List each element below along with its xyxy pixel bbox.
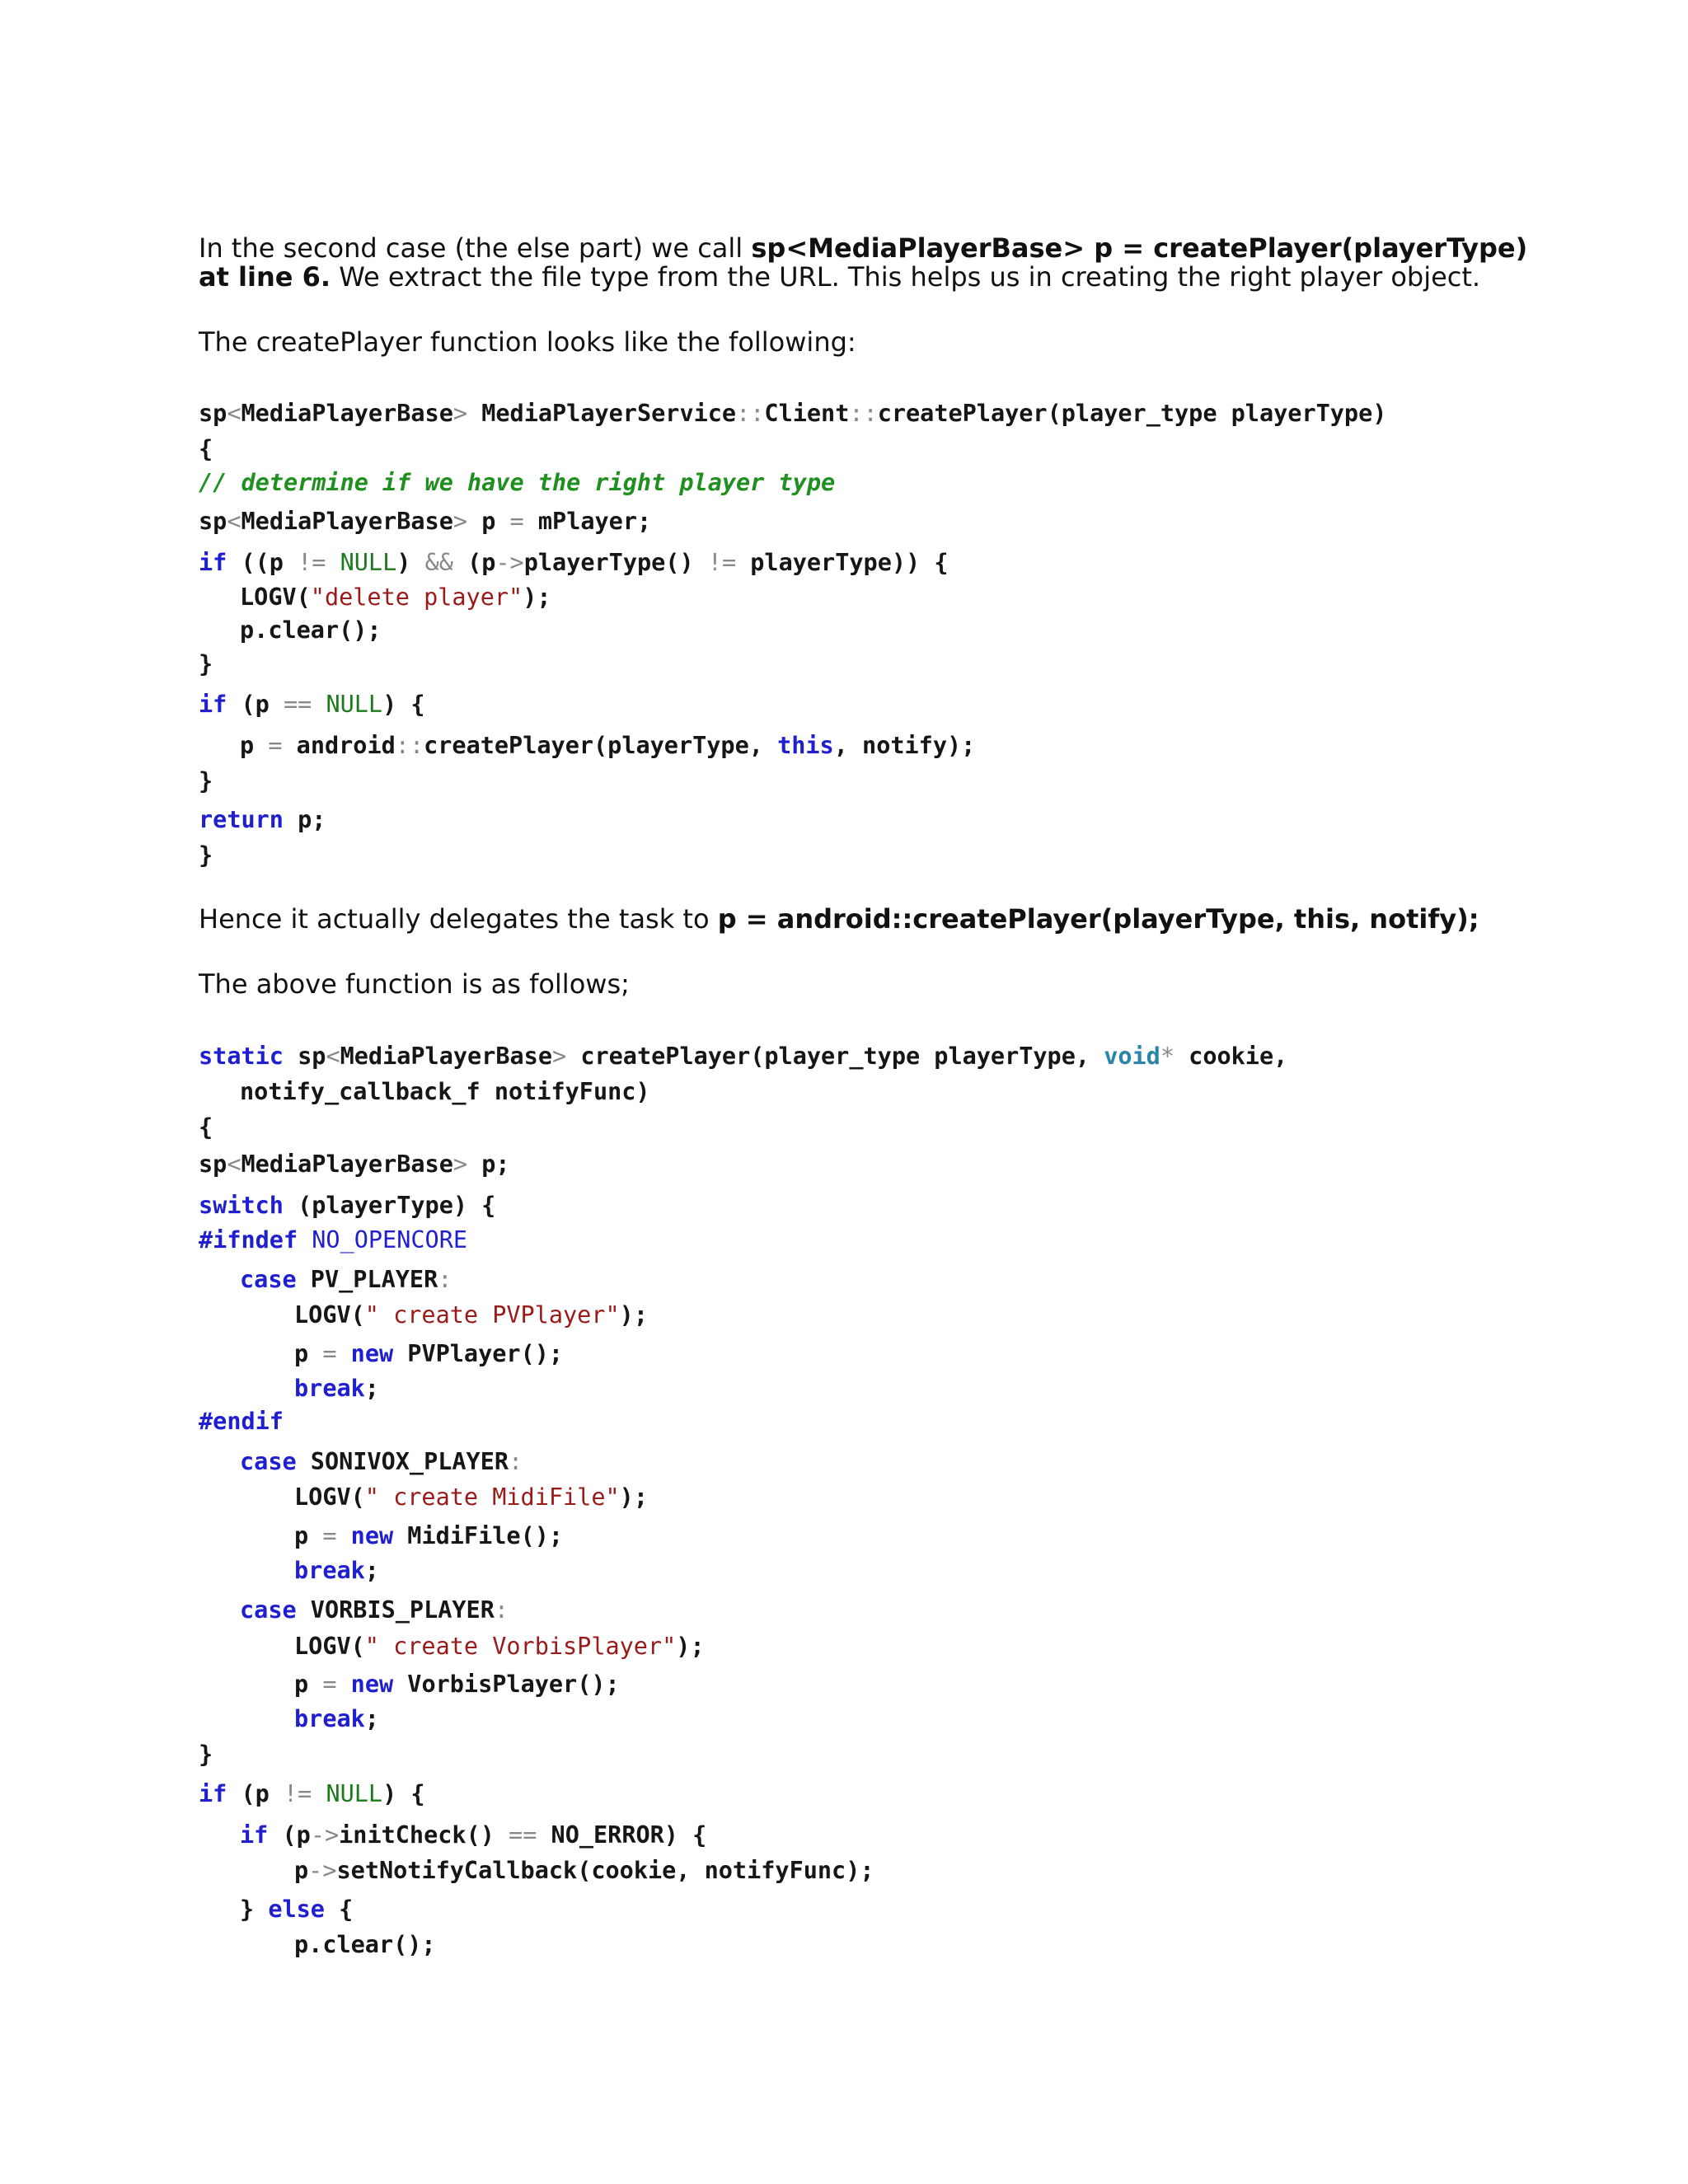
code-line: }: [199, 1741, 213, 1768]
code-line: break;: [294, 1705, 379, 1732]
code-line: #ifndef NO_OPENCORE: [199, 1226, 468, 1254]
code-line: {: [199, 435, 213, 462]
delegation-bold-code: p = android::createPlayer(playerType, this, notify);: [717, 903, 1479, 935]
code-line: if (p->initCheck() == NO_ERROR) {: [240, 1821, 707, 1849]
code-line: sp<MediaPlayerBase> MediaPlayerService::Client::createPlayer(player_type playerType): [199, 400, 1387, 427]
intro-text-end: We extract the file type from the URL. This helps us in creating the right player object.: [331, 261, 1481, 293]
code-line: sp<MediaPlayerBase> p;: [199, 1151, 510, 1178]
code-line: break;: [294, 1557, 379, 1584]
code-line: return p;: [199, 806, 326, 833]
createplayer-intro: The createPlayer function looks like the following:: [199, 326, 856, 358]
intro-paragraph: [199, 234, 1550, 292]
code-line: switch (playerType) {: [199, 1192, 496, 1219]
code-line: sp<MediaPlayerBase> p = mPlayer;: [199, 508, 652, 535]
code-line: p.clear();: [240, 616, 382, 644]
code-line: #endif: [199, 1408, 284, 1435]
code-line: LOGV(" create PVPlayer");: [294, 1301, 648, 1329]
code-line: }: [199, 841, 213, 869]
code-line: } else {: [240, 1896, 354, 1923]
code-line: case SONIVOX_PLAYER:: [240, 1448, 523, 1475]
code-line: p.clear();: [294, 1931, 436, 1958]
code-line: p = new MidiFile();: [294, 1522, 564, 1549]
function-intro: The above function is as follows;: [199, 968, 630, 1000]
code-line: {: [199, 1113, 213, 1141]
code-line: case PV_PLAYER:: [240, 1266, 452, 1293]
delegation-text: Hence it actually delegates the task to: [199, 903, 718, 935]
delegation-paragraph: [199, 905, 1479, 934]
code-line: if (p != NULL) {: [199, 1780, 425, 1807]
code-line: if ((p != NULL) && (p->playerType() != playerType)) {: [199, 549, 949, 576]
code-line: case VORBIS_PLAYER:: [240, 1596, 509, 1624]
code-line: }: [199, 650, 213, 677]
code-line: }: [199, 767, 213, 794]
code-line: LOGV("delete player");: [240, 583, 551, 611]
code-line: LOGV(" create VorbisPlayer");: [294, 1633, 705, 1660]
code-line: static sp<MediaPlayerBase> createPlayer(player_type playerType, void* cookie,: [199, 1043, 1288, 1070]
code-line: LOGV(" create MidiFile");: [294, 1483, 648, 1511]
code-line: if (p == NULL) {: [199, 691, 425, 718]
intro-bold-code: sp<MediaPlayerBase> p = createPlayer(playerType) at line 6.: [199, 232, 1528, 293]
code-line: p->setNotifyCallback(cookie, notifyFunc);: [294, 1857, 874, 1884]
code-line: p = new VorbisPlayer();: [294, 1671, 620, 1698]
code-line: // determine if we have the right player type: [199, 469, 836, 496]
code-line: break;: [294, 1375, 379, 1402]
code-line: notify_callback_f notifyFunc): [240, 1078, 650, 1105]
intro-text: In the second case (the else part) we call: [199, 232, 752, 264]
code-line: p = new PVPlayer();: [294, 1340, 564, 1367]
code-line: p = android::createPlayer(playerType, this, notify);: [240, 732, 976, 759]
